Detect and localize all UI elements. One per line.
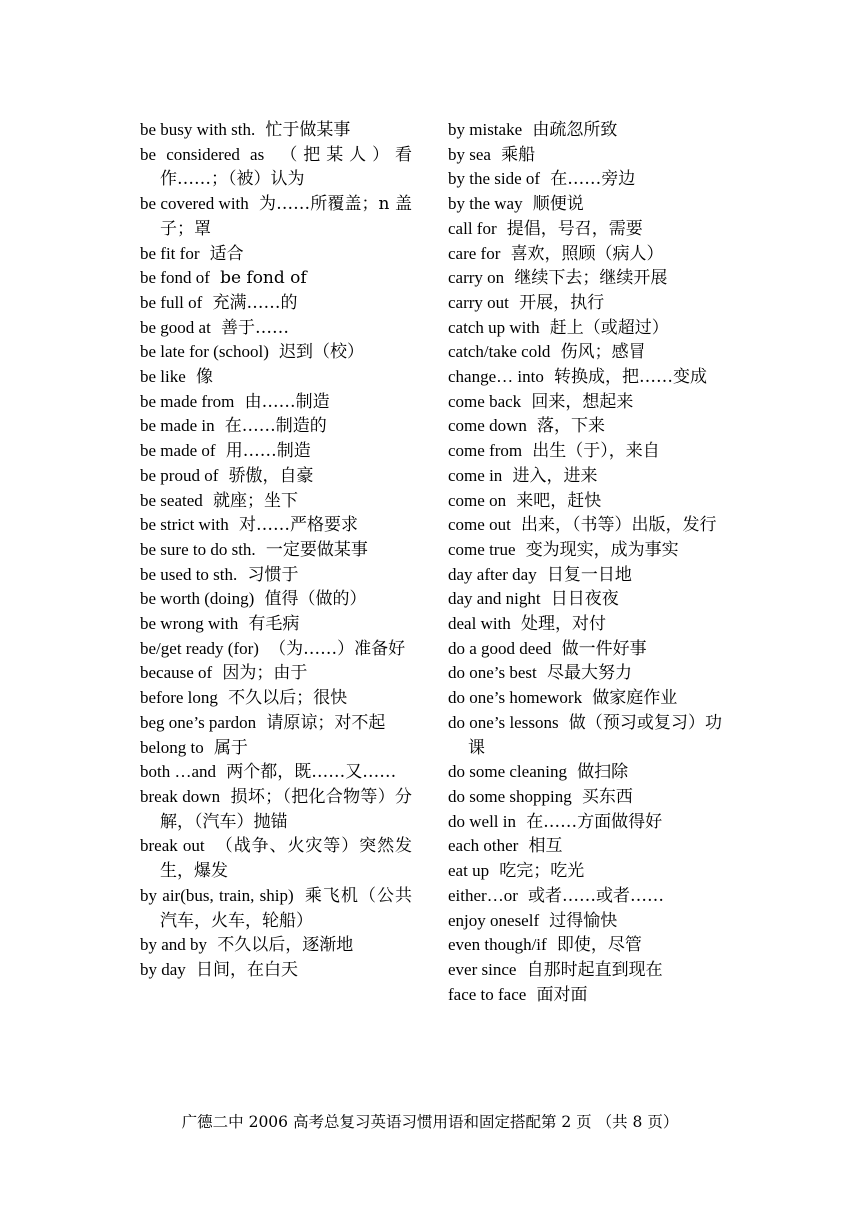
phrase-english: come in — [448, 465, 503, 485]
phrase-chinese: 骄傲，自豪 — [228, 465, 314, 486]
phrase-chinese: 因为；由于 — [222, 663, 308, 684]
phrase-entry — [140, 563, 412, 588]
phrase-english: do one’s lessons — [448, 712, 559, 732]
phrase-entry — [448, 958, 722, 983]
phrase-entry — [448, 439, 722, 464]
phrase-entry — [140, 711, 412, 736]
phrase-entry — [448, 414, 722, 439]
phrase-chinese: 不久以后，逐渐地 — [217, 935, 354, 956]
phrase-chinese: be fond of — [220, 268, 307, 289]
phrase-english: come on — [448, 490, 507, 510]
phrase-chinese: 尽最大努力 — [546, 663, 632, 684]
phrase-entry — [140, 242, 412, 267]
phrase-entry — [448, 538, 722, 563]
phrase-entry — [448, 563, 722, 588]
phrase-english: come out — [448, 515, 511, 535]
phrase-english: belong to — [140, 737, 204, 757]
phrase-english: eat up — [448, 861, 490, 881]
phrase-english: be made of — [140, 441, 216, 461]
phrase-chinese: 充满……的 — [212, 292, 298, 313]
phrase-entry — [140, 933, 412, 958]
phrase-chinese: 自那时起直到现在 — [526, 959, 663, 980]
phrase-entry — [140, 266, 412, 291]
phrase-chinese: 面对面 — [536, 984, 588, 1005]
phrase-entry — [140, 637, 412, 662]
phrase-english: do one’s homework — [448, 688, 583, 708]
phrase-chinese: 属于 — [213, 737, 248, 758]
phrase-english: be like — [140, 367, 186, 387]
phrase-entry — [140, 414, 412, 439]
phrase-chinese: 出生（于），来自 — [532, 441, 660, 462]
phrase-english: do well in — [448, 811, 516, 831]
phrase-chinese: 出来，（书等）出版，发行 — [520, 515, 717, 536]
phrase-entry — [448, 909, 722, 934]
phrase-chinese: 有毛病 — [248, 614, 300, 635]
phrase-english: be late for (school) — [140, 342, 269, 362]
phrase-chinese: 由疏忽所致 — [532, 120, 618, 140]
phrase-chinese: 进入，进来 — [512, 465, 598, 486]
phrase-chinese: 过得愉快 — [549, 910, 618, 931]
phrase-english: care for — [448, 243, 501, 263]
page-footer: 广德二中 2006 高考总复习英语习惯用语和固定搭配第 2 页 （共 8 页） — [181, 1113, 679, 1131]
phrase-english: ever since — [448, 959, 517, 979]
phrase-english: be made in — [140, 416, 215, 436]
phrase-english: each other — [448, 836, 519, 856]
phrase-english: be good at — [140, 317, 211, 337]
phrase-entry — [140, 760, 412, 785]
phrase-english: do a good deed — [448, 638, 552, 658]
phrase-chinese: 为……所覆盖；n 盖子；罩 — [160, 194, 412, 239]
phrase-chinese: 对……严格要求 — [238, 515, 358, 536]
phrase-entry — [140, 464, 412, 489]
phrase-chinese: 喜欢，照顾（病人） — [510, 243, 664, 264]
phrase-english: even though/if — [448, 935, 547, 955]
phrase-chinese: 请原谅；对不起 — [266, 712, 386, 733]
phrase-english: before long — [140, 688, 218, 708]
phrase-entry — [448, 810, 722, 835]
phrase-entry — [140, 834, 412, 883]
phrase-english: be used to sth. — [140, 564, 238, 584]
phrase-english: day after day — [448, 564, 537, 584]
phrase-chinese: 用……制造 — [225, 441, 311, 462]
phrase-entry — [140, 390, 412, 415]
phrase-chinese: 来吧，赶快 — [516, 490, 602, 511]
phrase-entry — [140, 340, 412, 365]
phrase-chinese: 像 — [195, 367, 213, 388]
phrase-entry — [448, 612, 722, 637]
phrase-entry — [140, 439, 412, 464]
phrase-english: break out — [140, 836, 205, 856]
phrase-chinese: 两个都，既……又…… — [226, 762, 397, 783]
phrase-entry — [140, 538, 412, 563]
phrase-entry — [140, 884, 412, 933]
phrase-chinese: 变为现实，成为事实 — [525, 539, 679, 560]
phrase-english: be busy with sth. — [140, 120, 256, 139]
phrase-chinese: 不久以后；很快 — [228, 688, 348, 709]
phrase-english: be worth (doing) — [140, 589, 255, 609]
phrase-entry — [140, 118, 412, 143]
phrase-chinese: 日日夜夜 — [550, 589, 619, 610]
phrase-chinese: 就座；坐下 — [212, 490, 298, 511]
phrase-chinese: 一定要做某事 — [265, 539, 368, 560]
phrase-entry — [448, 291, 722, 316]
phrase-english: come true — [448, 539, 516, 559]
phrase-english: be full of — [140, 292, 203, 312]
phrase-chinese: 损坏；（把化合物等）分解，（汽车）抛锚 — [160, 786, 413, 832]
phrase-entry — [448, 513, 722, 538]
phrase-english: carry on — [448, 268, 505, 288]
phrase-chinese: 赶上（或超过） — [549, 317, 669, 338]
phrase-entry — [448, 365, 722, 390]
phrase-english: both …and — [140, 762, 217, 782]
phrase-chinese: 顺便说 — [532, 194, 584, 215]
phrase-english: catch up with — [448, 317, 540, 337]
phrase-chinese: 吃完；吃光 — [499, 861, 585, 882]
phrase-entry — [140, 291, 412, 316]
phrase-entry — [140, 143, 412, 192]
phrase-entry — [448, 464, 722, 489]
phrase-chinese: 善于…… — [221, 317, 290, 338]
phrase-english: do one’s best — [448, 663, 537, 683]
phrase-chinese: 日间，在白天 — [195, 959, 298, 980]
phrase-entry — [448, 217, 722, 242]
phrase-chinese: 即使，尽管 — [556, 935, 642, 956]
phrase-entry — [140, 958, 412, 983]
phrase-entry — [140, 736, 412, 761]
phrase-entry — [140, 316, 412, 341]
phrase-english: come down — [448, 416, 527, 436]
phrase-english: be/get ready (for) — [140, 638, 259, 658]
phrase-entry — [140, 365, 412, 390]
phrase-entry — [448, 167, 722, 192]
phrase-entry — [448, 661, 722, 686]
phrase-chinese: 做一件好事 — [561, 638, 647, 659]
phrase-chinese: 开展，执行 — [519, 292, 605, 313]
phrase-english: day and night — [448, 589, 541, 609]
phrase-chinese: 忙于做某事 — [265, 120, 351, 140]
phrase-chinese: 适合 — [209, 243, 244, 264]
phrase-english: be made from — [140, 391, 235, 411]
phrase-entry — [448, 192, 722, 217]
phrase-english: come back — [448, 391, 522, 411]
phrase-english: by sea — [448, 144, 491, 164]
phrase-entry — [448, 242, 722, 267]
phrase-english: call for — [448, 218, 497, 238]
phrase-english: do some shopping — [448, 786, 572, 806]
phrase-chinese: 做扫除 — [577, 762, 629, 783]
phrase-english: come from — [448, 441, 523, 461]
phrase-chinese: 值得（做的） — [264, 589, 367, 610]
phrase-entry — [448, 587, 722, 612]
phrase-english: by mistake — [448, 120, 523, 139]
phrase-english: break down — [140, 786, 221, 806]
right-column — [448, 118, 722, 1007]
phrase-chinese: 或者……或者…… — [528, 885, 665, 906]
phrase-entry — [448, 489, 722, 514]
phrase-english: be considered as — [140, 144, 265, 164]
phrase-chinese: 提倡，号召，需要 — [506, 218, 643, 239]
phrase-chinese: 在……制造的 — [224, 416, 327, 437]
phrase-chinese: 相互 — [528, 836, 563, 857]
phrase-entry — [448, 686, 722, 711]
phrase-entry — [448, 266, 722, 291]
phrase-english: either…or — [448, 885, 518, 905]
phrase-chinese: 继续下去；继续开展 — [514, 268, 668, 289]
phrase-entry — [448, 760, 722, 785]
phrase-chinese: 习惯于 — [247, 564, 299, 585]
phrase-chinese: 乘船 — [501, 144, 536, 165]
phrase-chinese: （把某人）看作……；（被）认为 — [160, 144, 413, 190]
phrase-english: carry out — [448, 292, 509, 312]
phrase-english: deal with — [448, 614, 511, 634]
phrase-english: by the way — [448, 194, 523, 214]
phrase-entry — [448, 390, 722, 415]
phrase-chinese: （为……）准备好 — [269, 638, 406, 659]
phrase-english: be fit for — [140, 243, 200, 263]
phrase-english: do some cleaning — [448, 762, 567, 782]
phrase-chinese: （战争、火灾等）突然发生，爆发 — [160, 836, 412, 882]
phrase-entry — [448, 711, 722, 760]
phrase-english: be covered with — [140, 194, 249, 214]
phrase-english: be seated — [140, 490, 203, 510]
left-column — [140, 118, 412, 983]
phrase-chinese: 落，下来 — [537, 416, 606, 437]
phrase-english: by air(bus, train, ship) — [140, 885, 294, 905]
phrase-entry — [448, 884, 722, 909]
phrase-entry — [448, 785, 722, 810]
phrase-entry — [140, 612, 412, 637]
phrase-entry — [140, 686, 412, 711]
phrase-entry — [448, 859, 722, 884]
phrase-chinese: 在……方面做得好 — [526, 811, 663, 832]
phrase-chinese: 转换成，把……变成 — [554, 367, 708, 388]
phrase-entry — [140, 192, 412, 241]
phrase-entry — [448, 983, 722, 1008]
phrase-entry — [140, 489, 412, 514]
phrase-english: by and by — [140, 935, 208, 955]
phrase-entry — [448, 118, 722, 143]
phrase-entry — [448, 834, 722, 859]
phrase-chinese: 在……旁边 — [550, 169, 636, 190]
phrase-english: beg one’s pardon — [140, 712, 257, 732]
phrase-entry — [140, 661, 412, 686]
phrase-entry — [448, 316, 722, 341]
phrase-english: enjoy oneself — [448, 910, 540, 930]
phrase-chinese: 伤风；感冒 — [560, 342, 646, 363]
phrase-english: by the side of — [448, 169, 541, 189]
phrase-entry — [140, 587, 412, 612]
phrase-english: face to face — [448, 984, 527, 1004]
phrase-chinese: 由……制造 — [244, 391, 330, 412]
phrase-chinese: 日复一日地 — [546, 564, 632, 585]
phrase-chinese: 乘飞机（公共汽车，火车，轮船） — [160, 885, 413, 931]
phrase-entry — [448, 933, 722, 958]
phrase-english: be strict with — [140, 515, 229, 535]
phrase-entry — [448, 637, 722, 662]
phrase-chinese: 迟到（校） — [279, 342, 365, 363]
phrase-english: be proud of — [140, 465, 219, 485]
phrase-entry — [140, 513, 412, 538]
phrase-chinese: 处理，对付 — [520, 614, 606, 635]
phrase-english: by day — [140, 959, 186, 979]
phrase-english: be wrong with — [140, 614, 239, 634]
phrase-english: change… into — [448, 367, 544, 387]
phrase-chinese: 回来，想起来 — [531, 391, 634, 412]
phrase-chinese: 做家庭作业 — [592, 688, 678, 709]
phrase-chinese: 做（预习或复习）功课 — [468, 712, 723, 758]
phrase-entry — [140, 785, 412, 834]
phrase-english: be sure to do sth. — [140, 539, 256, 559]
phrase-chinese: 买东西 — [581, 786, 633, 807]
phrase-entry — [448, 143, 722, 168]
phrase-english: because of — [140, 663, 213, 683]
phrase-english: catch/take cold — [448, 342, 551, 362]
phrase-entry — [448, 340, 722, 365]
phrase-english: be fond of — [140, 268, 210, 288]
